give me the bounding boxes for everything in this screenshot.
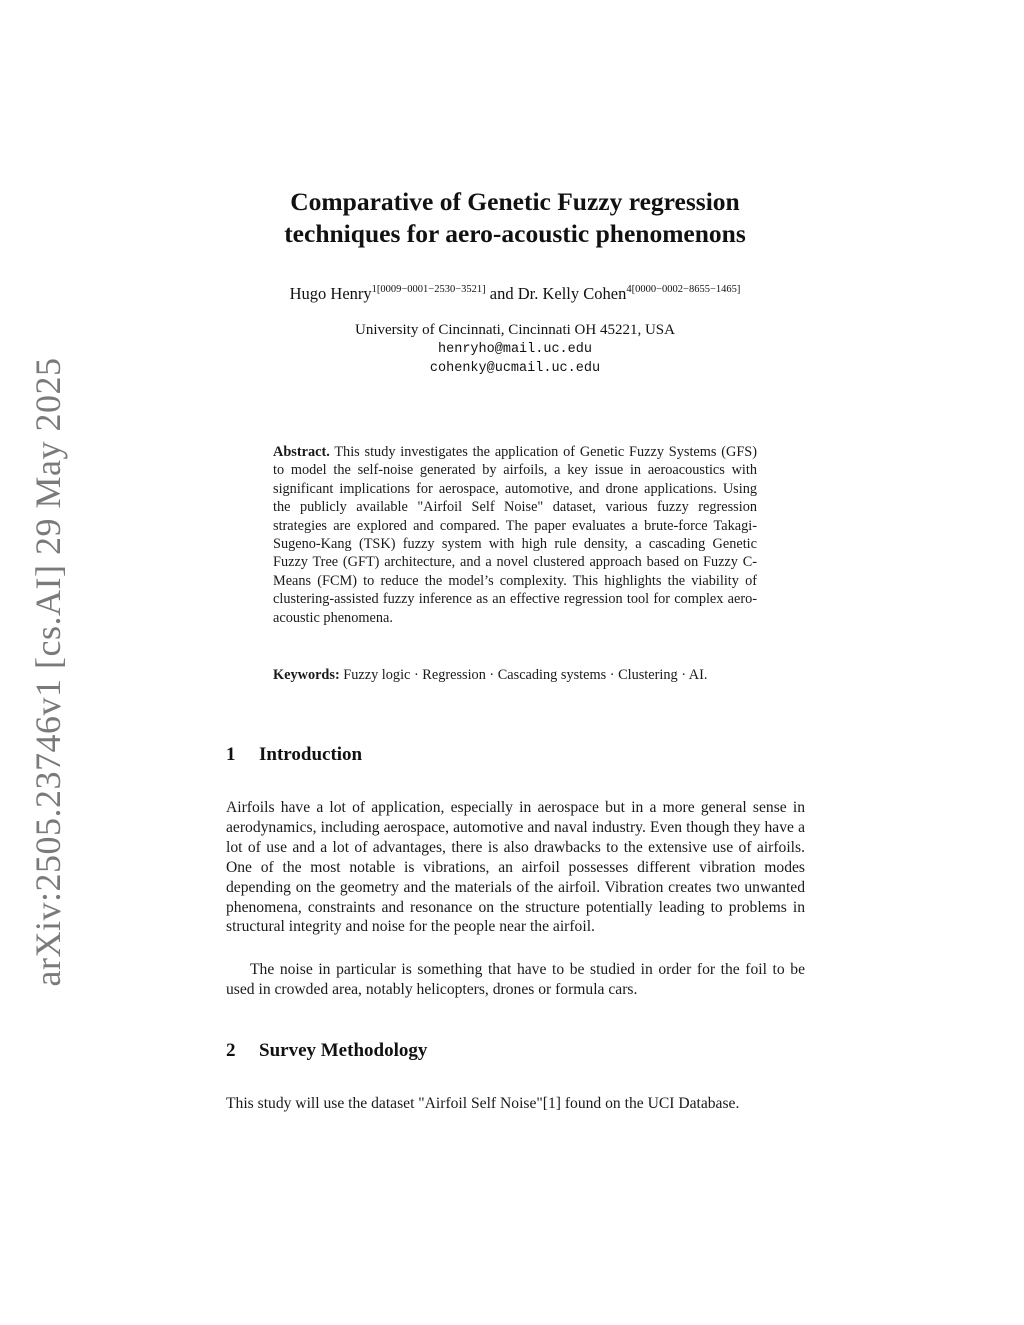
intro-paragraph-1: Airfoils have a lot of application, especially in aerospace but in a more general sense in aerodynamics, including aerospace, automotive and naval industry. Even though they have a lot of use and a lot of advantages, there is also drawbacks to the extensive use of airfoils. One of the most notable is vibrations, an airfoil possesses different vibration modes depending on the geometry and the materials of the airfoil. Vibration creates two unwanted phenomena, constraints and resonance on the structure potentially leading to problems in structural integrity and noise for the people near the airfoil. xyxy=(226,799,805,936)
author-2-name: Dr. Kelly Cohen xyxy=(517,284,627,303)
section-title: Survey Methodology xyxy=(259,1040,428,1061)
keywords-label: Keywords: xyxy=(273,667,340,683)
author-line xyxy=(200,284,830,304)
keywords-text: Fuzzy logic · Regression · Cascading systems · Clustering · AI. xyxy=(343,667,708,683)
section-number: 2 xyxy=(226,1040,236,1061)
author-1-name: Hugo Henry xyxy=(289,284,372,303)
institution: University of Cincinnati, Cincinnati OH 45221, USA xyxy=(355,322,675,338)
abstract-text: This study investigates the application of Genetic Fuzzy Systems (GFS) to model the self-noise generated by airfoils, a key issue in aeroacoustics with significant implications for aerospace, automotive, and drone applications. Using the publicly available "Airfoil Self Noise" dataset, various fuzzy regression strategies are explored and compared. The paper evaluates a brute-force Takagi-Sugeno-Kang (TSK) fuzzy system with high rule density, a cascading Genetic Fuzzy Tree (GFT) architecture, and a novel clustered approach based on Fuzzy C-Means (FCM) to reduce the model’s complexity. This highlights the viability of clustering-assisted fuzzy inference as an effective regression tool for complex aero-acoustic phenomena. xyxy=(273,444,757,626)
author-1-orcid: 1[0009−0001−2530−3521] xyxy=(371,284,486,295)
email-2: cohenky@ucmail.uc.edu xyxy=(429,361,601,376)
title-line-1: Comparative of Genetic Fuzzy regression xyxy=(290,187,740,216)
arxiv-sidebar xyxy=(28,357,68,987)
email-1: henryho@mail.uc.edu xyxy=(438,342,592,357)
arxiv-identifier: arXiv:2505.23746v1 [cs.AI] 29 May 2025 xyxy=(28,357,68,987)
abstract-label: Abstract. xyxy=(273,444,330,460)
section-number: 1 xyxy=(226,744,236,765)
title-line-2: techniques for aero-acoustic phenomenons xyxy=(284,219,746,248)
section-heading-survey-methodology xyxy=(226,1040,427,1062)
affiliation-block xyxy=(200,321,830,378)
section-heading-introduction xyxy=(226,744,362,766)
section-title: Introduction xyxy=(259,744,363,765)
abstract xyxy=(273,443,757,627)
author-2-orcid: 4[0000−0002−8655−1465] xyxy=(626,284,741,295)
intro-paragraph-2: The noise in particular is something that have to be studied in order for the foil to be used in crowded area, notably helicopters, drones or formula cars. xyxy=(226,961,805,998)
keywords xyxy=(273,666,757,684)
author-connector: and xyxy=(489,284,514,303)
survey-paragraph-1: This study will use the dataset "Airfoil Self Noise"[1] found on the UCI Database. xyxy=(226,1095,740,1112)
paper-title xyxy=(200,186,830,250)
